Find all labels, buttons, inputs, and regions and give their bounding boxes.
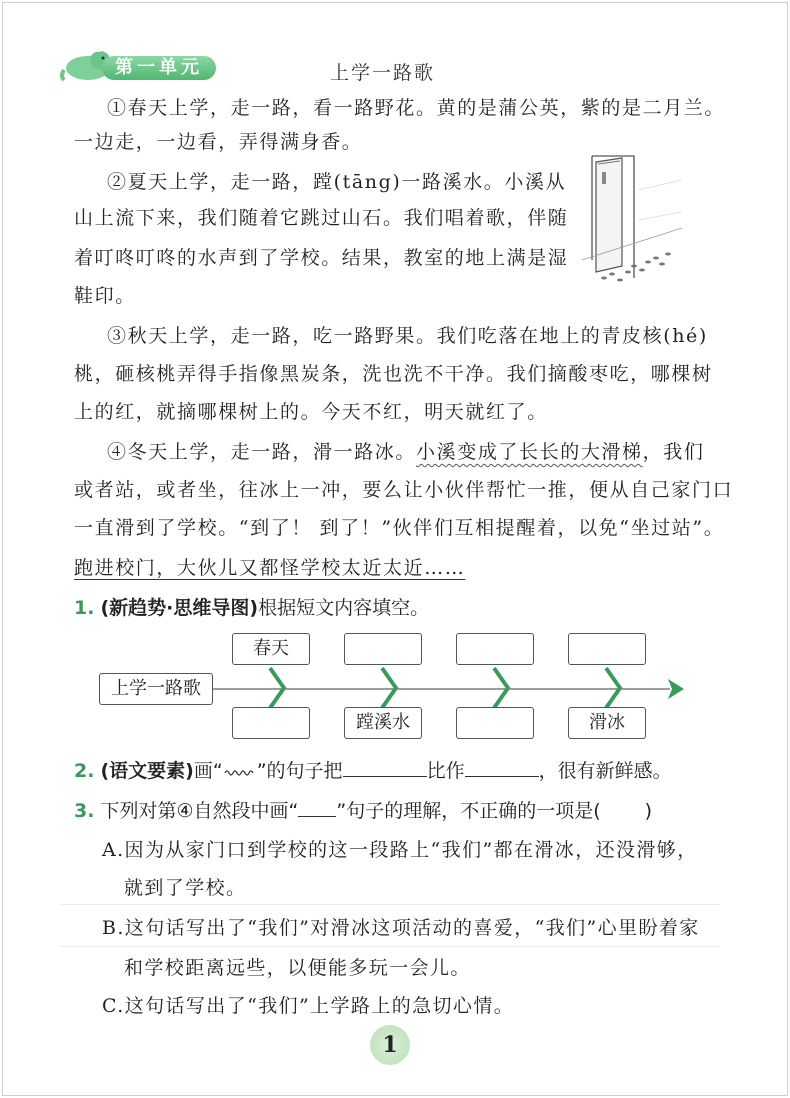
option-c-line[interactable]: C.这句话写出了“我们”上学路上的急切心情。 xyxy=(102,995,515,1017)
bleed-through-line xyxy=(60,904,720,905)
question-text: 根据短文内容填空。 xyxy=(258,597,430,619)
passage-text: ，我们 xyxy=(642,441,705,463)
question-text: ”的句子把 xyxy=(256,760,343,782)
bottom-box-wade-stream: 蹚溪水 xyxy=(344,707,422,739)
passage-line: 着叮咚叮咚的水声到了学校。结果，教室的地上满是湿 xyxy=(74,247,569,269)
answer-blank[interactable] xyxy=(343,758,427,777)
passage-line: ③秋天上学，走一路，吃一路野果。我们吃落在地上的青皮核(hé) xyxy=(107,325,708,347)
passage-line: 山上流下来，我们随着它跳过山石。我们唱着歌，伴随 xyxy=(74,207,569,229)
question-tag: (新趋势·思维导图) xyxy=(100,597,259,619)
question-tag: (语文要素) xyxy=(100,760,194,782)
straight-underlined-sentence: 跑进校门，大伙儿又都怪学校太近太近…… xyxy=(74,557,466,579)
bottom-box-skating: 滑冰 xyxy=(568,707,646,739)
passage-line: ①春天上学，走一路，看一路野花。黄的是蒲公英，紫的是二月兰。 xyxy=(107,97,726,119)
option-a-line[interactable]: 就到了学校。 xyxy=(124,877,247,899)
question-text: ”句子的理解，不正确的一项是( xyxy=(336,800,601,822)
option-b-line[interactable]: B.这句话写出了“我们”对滑冰这项活动的喜爱，“我们”心里盼着家 xyxy=(102,917,700,939)
top-box-blank[interactable] xyxy=(456,633,534,665)
question-number: 3. xyxy=(74,800,95,822)
question-2 xyxy=(74,758,672,783)
passage-line: 上的红，就摘哪棵树上的。今天不红，明天就红了。 xyxy=(74,401,548,423)
question-text: ) xyxy=(644,800,653,822)
question-text: 画“ xyxy=(193,760,223,782)
question-number: 2. xyxy=(74,760,95,782)
wavy-underlined-sentence: 小溪变成了长长的大滑梯 xyxy=(416,441,643,463)
bleed-through-line xyxy=(60,946,720,947)
question-3 xyxy=(74,798,652,823)
unit-label: 第一单元 xyxy=(102,56,216,80)
page-number: 1 xyxy=(370,1025,410,1065)
option-b-line[interactable]: 和学校距离远些，以便能多玩一会儿。 xyxy=(124,957,471,979)
passage-text: ④冬天上学，走一路，滑一路冰。 xyxy=(107,441,417,463)
top-box-spring: 春天 xyxy=(232,633,310,665)
passage-line: 一边走，一边看，弄得满身香。 xyxy=(74,131,363,153)
passage-line: 或者站，或者坐，往冰上一冲，要么让小伙伴帮忙一推，便从自己家门口 xyxy=(74,479,734,501)
question-number: 1. xyxy=(74,597,95,619)
page-title: 上学一路歌 xyxy=(330,62,436,84)
straight-line-mark xyxy=(298,798,336,817)
top-box-blank[interactable] xyxy=(344,633,422,665)
question-text: ，很有新鲜感。 xyxy=(538,760,672,782)
option-a-line[interactable]: A.因为从家门口到学校的这一段路上“我们”都在滑冰，还没滑够， xyxy=(102,839,698,861)
passage-line: 一直滑到了学校。“到了！ 到了！”伙伴们互相提醒着，以免“坐过站”。 xyxy=(74,517,725,539)
answer-blank[interactable] xyxy=(465,758,539,777)
passage-line: 桃，砸核桃弄得手指像黑炭条，洗也洗不干净。我们摘酸枣吃，哪棵树 xyxy=(74,363,713,385)
mind-map-root: 上学一路歌 xyxy=(99,673,213,705)
passage-line: ②夏天上学，走一路，蹚(tāng)一路溪水。小溪从 xyxy=(107,171,567,193)
question-text: 比作 xyxy=(426,760,465,782)
top-box-blank[interactable] xyxy=(568,633,646,665)
wavy-line-mark xyxy=(223,759,257,773)
bottom-box-blank[interactable] xyxy=(456,707,534,739)
passage-line: 鞋印。 xyxy=(74,285,136,307)
question-text: 下列对第④自然段中画“ xyxy=(100,800,299,822)
bottom-box-blank[interactable] xyxy=(232,707,310,739)
